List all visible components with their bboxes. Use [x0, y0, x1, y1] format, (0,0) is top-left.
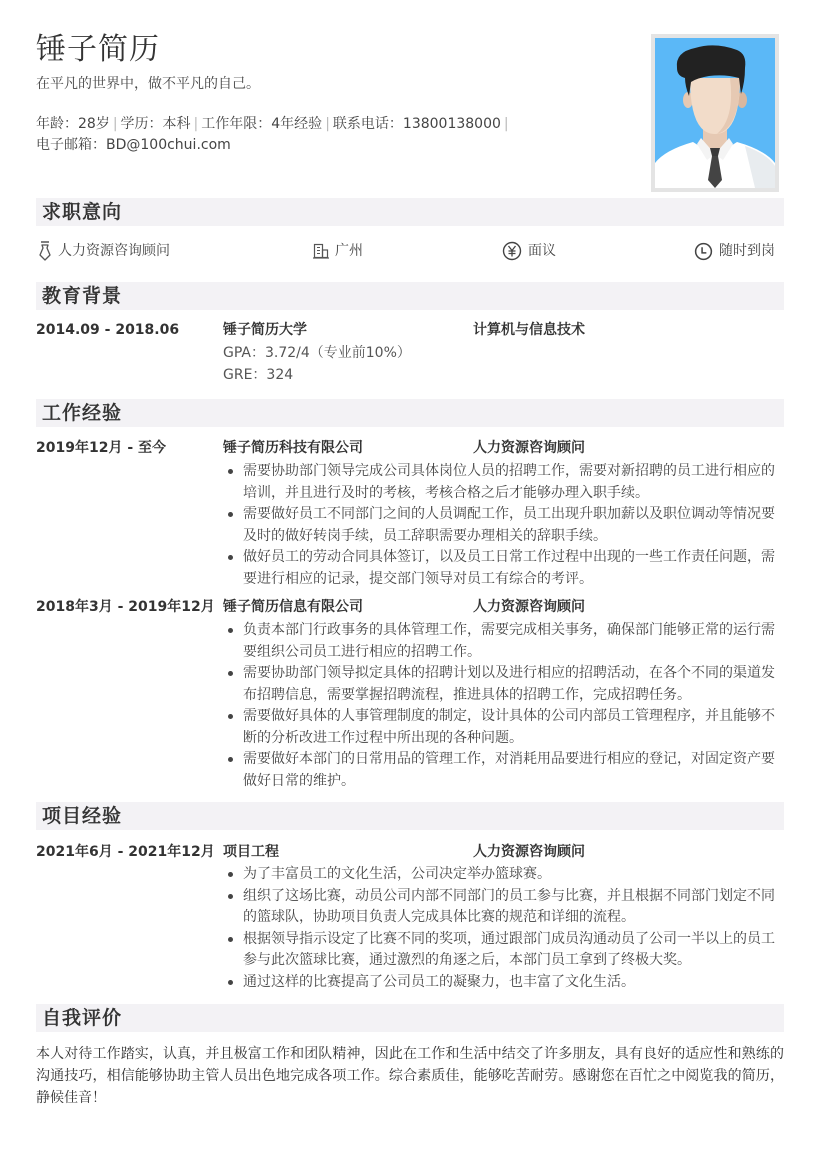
info-email: 电子邮箱：BD@100chui.com [36, 137, 231, 153]
intent-salary-text: 面议 [528, 243, 556, 259]
work-bullets [223, 461, 779, 590]
list-item: 负责本部门行政事务的具体管理工作，需要完成相关事务，确保部门能够正常的运行需要组织公司员工进行相应的招聘工作。 [223, 620, 779, 663]
work-date: 2019年12月 - 至今 [36, 440, 167, 456]
section-title-project [36, 802, 784, 830]
section-heading: 自我评价 [42, 1007, 123, 1029]
list-item: 需要做好具体的人事管理制度的制定，设计具体的公司内部员工管理程序，并且能够不断的分析改进工作过程中所出现的各种问题。 [223, 706, 779, 749]
work-bullets [223, 620, 779, 792]
list-item: 需要协助部门领导完成公司具体岗位人员的招聘工作，需要对新招聘的员工进行相应的培训，并且进行及时的考核，考核合格之后才能够办理入职手续。 [223, 461, 779, 504]
building-icon [313, 243, 329, 259]
separator: | [325, 116, 330, 132]
section-heading: 项目经验 [42, 805, 123, 827]
basic-info [36, 114, 636, 156]
intent-availability [694, 240, 775, 262]
work-date: 2018年3月 - 2019年12月 [36, 599, 215, 615]
job-intent [36, 240, 784, 262]
school-name: 锤子简历大学 [223, 322, 307, 338]
intent-city-text: 广州 [335, 243, 363, 259]
gre: GRE：324 [223, 367, 294, 383]
job-role: 人力资源咨询顾问 [473, 599, 585, 615]
job-role: 人力资源咨询顾问 [473, 440, 585, 456]
candidate-name: 锤子简历 [36, 32, 160, 67]
avatar-illustration [655, 38, 775, 188]
section-title-self [36, 1004, 784, 1032]
list-item: 通过这样的比赛提高了公司员工的凝聚力，也丰富了文化生活。 [223, 972, 779, 994]
intent-salary [502, 240, 556, 262]
section-title-intent [36, 198, 784, 226]
list-item: 组织了这场比赛，动员公司内部不同部门的员工参与比赛，并且根据不同部门划定不同的篮球队，协助项目负责人完成具体比赛的规范和详细的流程。 [223, 886, 779, 929]
self-evaluation-text: 本人对待工作踏实，认真，并且极富工作和团队精神，因此在工作和生活中结交了许多朋友，具有良好的适应性和熟练的沟通技巧，相信能够协助主管人员出色地完成各项工作。综合素质佳，能够吃苦耐劳。感谢您在百忙之中阅览我的简历，静候佳音！ [36, 1046, 784, 1106]
separator: | [503, 116, 509, 132]
tie-icon [38, 241, 52, 261]
section-title-education [36, 282, 784, 310]
list-item: 做好员工的劳动合同具体签订，以及员工日常工作过程中出现的一些工作责任问题，需要进行相应的记录，提交部门领导对员工有综合的考评。 [223, 547, 779, 590]
gpa: GPA：3.72/4（专业前10%） [223, 345, 411, 361]
yen-icon [502, 241, 522, 261]
list-item: 为了丰富员工的文化生活，公司决定举办篮球赛。 [223, 864, 779, 886]
info-phone: 联系电话：13800138000 [332, 116, 501, 132]
project-date: 2021年6月 - 2021年12月 [36, 844, 215, 860]
section-heading: 求职意向 [42, 201, 123, 223]
resume-header [36, 30, 636, 156]
info-experience: 工作年限：4年经验 [201, 116, 323, 132]
intent-availability-text: 随时到岗 [719, 243, 775, 259]
intent-position [38, 240, 170, 262]
section-title-work [36, 399, 784, 427]
info-education: 学历：本科 [120, 116, 191, 132]
motto: 在平凡的世界中，做不平凡的自己。 [36, 76, 260, 92]
section-heading: 工作经验 [42, 402, 123, 424]
list-item: 需要做好员工不同部门之间的人员调配工作，员工出现升职加薪以及职位调动等情况要及时的做好转岗手续，员工辞职需要办理相关的辞职手续。 [223, 504, 779, 547]
list-item: 需要做好本部门的日常用品的管理工作，对消耗用品要进行相应的登记，对固定资产要做好日常的维护。 [223, 749, 779, 792]
separator: | [193, 116, 199, 132]
company-name: 锤子简历科技有限公司 [223, 440, 363, 456]
education-date: 2014.09 - 2018.06 [36, 322, 180, 338]
separator: | [112, 116, 118, 132]
list-item: 需要协助部门领导拟定具体的招聘计划以及进行相应的招聘活动，在各个不同的渠道发布招聘信息，需要掌握招聘流程，推进具体的招聘工作，完成招聘任务。 [223, 663, 779, 706]
project-name: 项目工程 [223, 844, 279, 860]
major: 计算机与信息技术 [473, 322, 585, 338]
list-item: 根据领导指示设定了比赛不同的奖项，通过跟部门成员沟通动员了公司一半以上的员工参与此次篮球比赛，通过激烈的角逐之后，本部门员工拿到了终极大奖。 [223, 929, 779, 972]
intent-city [313, 240, 363, 262]
section-heading: 教育背景 [42, 285, 123, 307]
company-name: 锤子简历信息有限公司 [223, 599, 363, 615]
avatar-photo [651, 34, 779, 192]
project-role: 人力资源咨询顾问 [473, 844, 585, 860]
project-bullets [223, 864, 779, 993]
info-age: 年龄：28岁 [36, 116, 110, 132]
education-entry [36, 320, 784, 384]
intent-position-text: 人力资源咨询顾问 [58, 243, 170, 259]
clock-icon [694, 242, 713, 261]
